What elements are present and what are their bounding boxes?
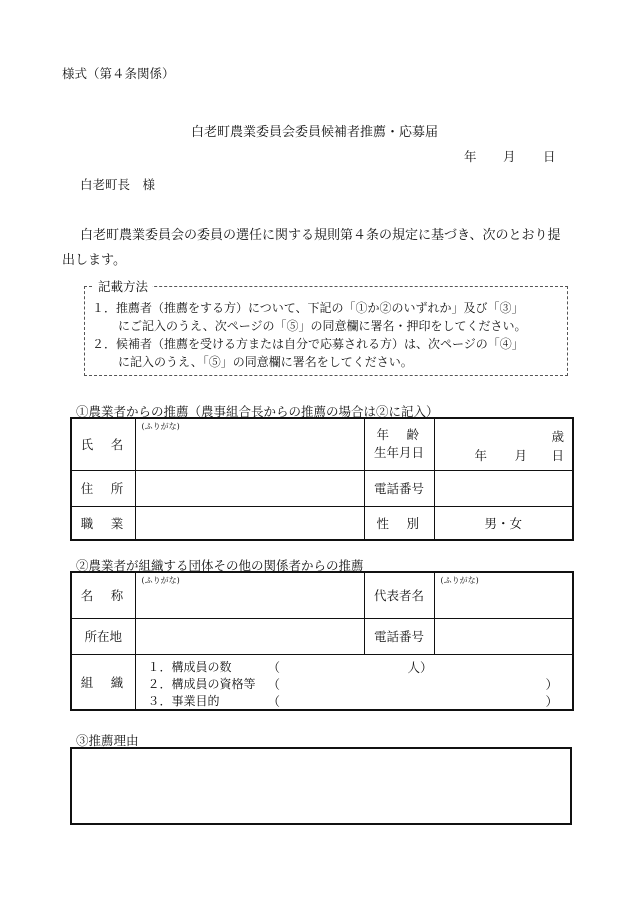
org-qualification-close: ）: [545, 676, 558, 692]
org-name-furigana: (ふりがな): [141, 576, 180, 585]
org-phone-field[interactable]: [434, 618, 573, 654]
org-business-purpose-open: （: [267, 693, 281, 709]
age-unit: 歳: [551, 429, 564, 444]
occupation-field[interactable]: [135, 506, 364, 540]
phone-field[interactable]: [434, 470, 573, 506]
birth-year: 年: [474, 448, 488, 463]
name-label: 氏 名: [71, 418, 135, 470]
intro-line-2: 出します。: [62, 253, 126, 268]
date-day: 日: [543, 149, 556, 164]
occupation-label: 職 業: [71, 506, 135, 540]
date-year: 年: [464, 149, 477, 164]
org-qualification-open: （: [267, 676, 281, 692]
phone-label: 電話番号: [364, 470, 434, 506]
org-business-purpose: ３．事業目的: [147, 693, 220, 708]
org-structure-label: 組 織: [71, 654, 135, 710]
section1-heading: ①農業者からの推薦（農事組合長からの推薦の場合は②に記入）: [76, 404, 439, 419]
gender-label: 性 別: [364, 506, 434, 540]
instructions-title: 記載方法: [94, 277, 152, 295]
org-phone-label: 電話番号: [364, 618, 434, 654]
location-field[interactable]: [135, 618, 364, 654]
age-birth-label: 年 齢 生年月日: [364, 418, 434, 470]
org-qualification: ２．構成員の資格等: [147, 676, 256, 691]
birth-month: 月: [514, 448, 528, 463]
org-name-field[interactable]: [135, 572, 364, 618]
gender-options: 男・女: [484, 515, 522, 531]
instruction-2-line-1: ２．候補者（推薦を受ける方または自分で応募される方）は、次ページの「④」: [92, 337, 524, 351]
name-field[interactable]: [135, 418, 364, 470]
instruction-1-line-1: １．推薦者（推薦をする方）について、下記の「①か②のいずれか」及び「③」: [92, 301, 524, 315]
recommendation-reason-field[interactable]: [70, 747, 572, 825]
birth-day: 日: [551, 448, 564, 463]
intro-line-1: 白老町農業委員会の委員の選任に関する規則第４条の規定に基づき、次のとおり提: [80, 228, 561, 243]
org-member-count-open: （: [267, 659, 281, 675]
addressee: 白老町長 様: [80, 177, 156, 192]
form-title: 白老町農業委員会委員候補者推薦・応募届: [191, 125, 439, 140]
org-name-label: 名 称: [71, 572, 135, 618]
gender-field[interactable]: [434, 506, 573, 540]
org-structure-field[interactable]: [135, 654, 573, 710]
name-furigana: (ふりがな): [141, 422, 180, 431]
location-label: 所在地: [71, 618, 135, 654]
org-member-count: １．構成員の数: [147, 659, 232, 674]
instruction-2-line-2: に記入のうえ、「⑤」の同意欄に署名をしてください。: [118, 355, 413, 369]
organization-recommendation-table: [70, 571, 574, 711]
address-label: 住 所: [71, 470, 135, 506]
form-number: 様式（第４条関係）: [62, 66, 175, 81]
org-business-purpose-close: ）: [545, 693, 558, 709]
representative-label: 代表者名: [364, 572, 434, 618]
address-field[interactable]: [135, 470, 364, 506]
representative-furigana: (ふりがな): [440, 576, 479, 585]
farmer-recommendation-table: [70, 417, 574, 541]
section2-heading: ②農業者が組織する団体その他の関係者からの推薦: [76, 558, 364, 573]
section3-heading: ③推薦理由: [76, 733, 139, 748]
representative-field[interactable]: [434, 572, 573, 618]
instruction-1-line-2: にご記入のうえ、次ページの「⑤」の同意欄に署名・押印をしてください。: [118, 319, 527, 333]
org-member-count-close: 人）: [407, 659, 433, 675]
date-month: 月: [503, 149, 516, 164]
age-birth-field[interactable]: [434, 418, 573, 470]
